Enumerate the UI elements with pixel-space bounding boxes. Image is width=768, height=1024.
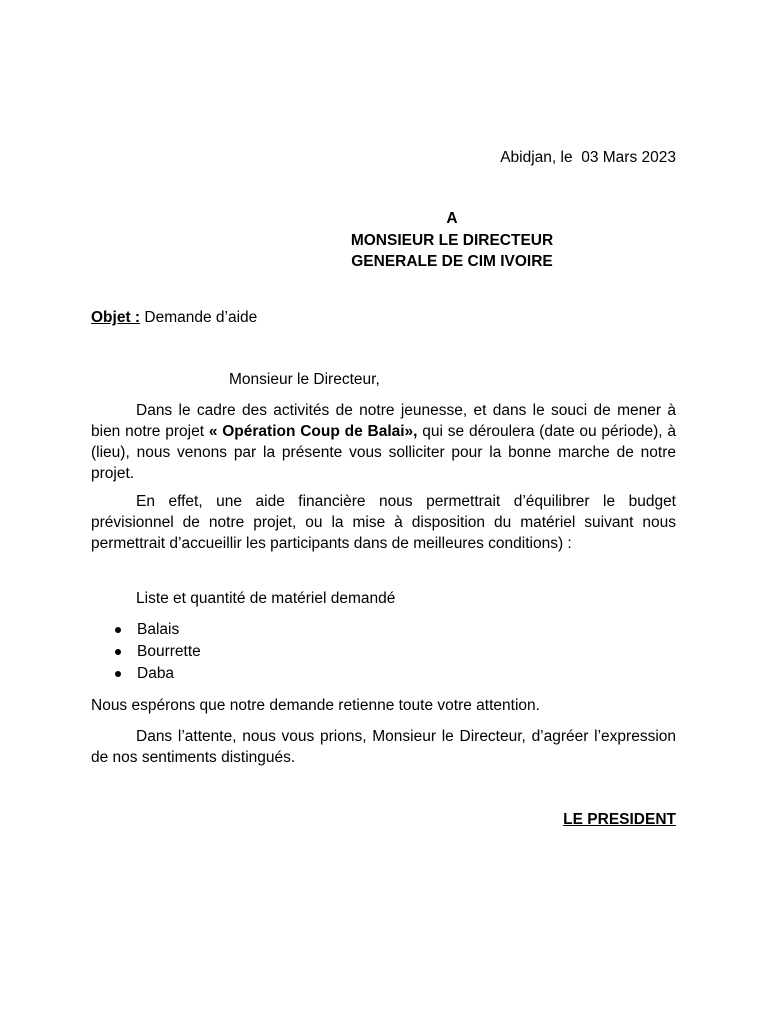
paragraph-request: En effet, une aide financière nous permettrait d’équilibrer le budget prévisionnel de notre projet, ou la mise à disposition du matériel suivant nous permettrait d’accueillir les participants dans de meilleures conditions) :	[91, 493, 676, 552]
material-label: Daba	[137, 665, 175, 682]
list-item	[91, 641, 201, 663]
paragraph-closing: Dans l’attente, nous vous prions, Monsieur le Directeur, d’agréer l’expression de nos sentiments distingués.	[91, 728, 676, 766]
subject-text: Demande d’aide	[140, 309, 258, 326]
signature: LE PRESIDENT	[563, 811, 676, 828]
recipient-line-3: GENERALE DE CIM IVOIRE	[351, 253, 553, 270]
date-line: Abidjan, le 03 Mars 2023	[500, 149, 676, 166]
hope-line: Nous espérons que notre demande retienne toute votre attention.	[91, 697, 540, 714]
list-item	[91, 663, 201, 685]
recipient-line-1: A	[446, 210, 458, 227]
paragraph-intro-before: Dans le cadre des activités de notre jeunesse, et dans le souci de mener à bien notre projet	[91, 402, 676, 440]
recipient-line-2: MONSIEUR LE DIRECTEUR	[350, 231, 554, 249]
materials-list-title: Liste et quantité de matériel demandé	[136, 590, 396, 607]
material-label: Balais	[137, 621, 180, 638]
bullet-icon	[115, 649, 121, 655]
subject-line	[91, 307, 257, 328]
project-name: « Opération Coup de Balai»,	[208, 423, 418, 440]
paragraph-intro	[91, 400, 676, 484]
materials-list	[91, 619, 201, 685]
recipient-block	[304, 208, 600, 273]
paragraph-intro-after: qui se déroulera (date ou période), à (lieu), nous venons par la présente vous solliciter pour la bonne marche de notre projet.	[91, 423, 676, 482]
list-item	[91, 619, 201, 641]
bullet-icon	[115, 671, 121, 677]
material-label: Bourrette	[137, 643, 201, 660]
salutation: Monsieur le Directeur,	[229, 371, 380, 388]
subject-label: Objet :	[91, 309, 141, 326]
bullet-icon	[115, 627, 121, 633]
